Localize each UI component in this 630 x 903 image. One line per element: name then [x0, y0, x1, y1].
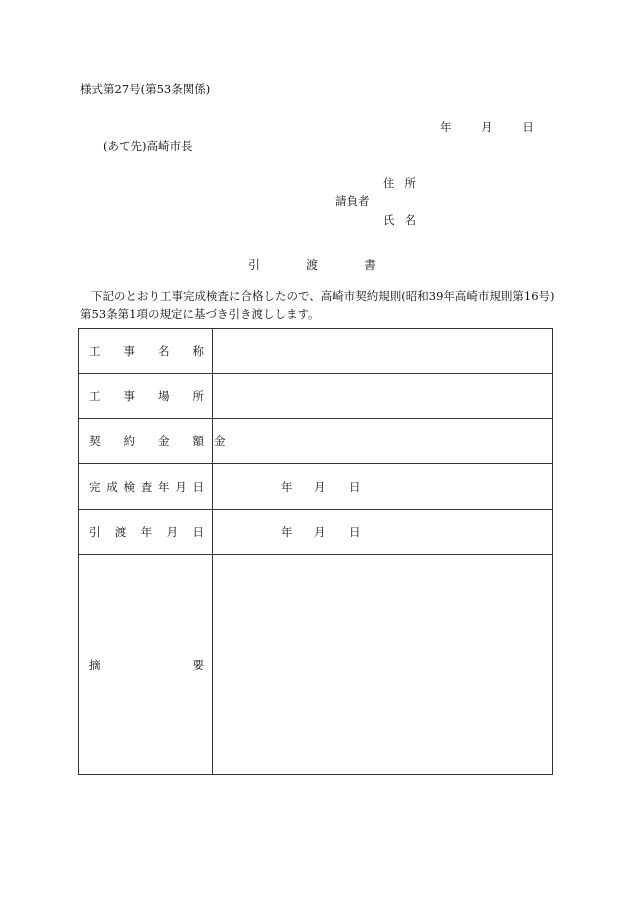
table-row-remarks: [79, 555, 553, 775]
label-char: 完: [89, 479, 101, 494]
table-row-contract-amount: [79, 419, 553, 464]
label-char: 年: [140, 525, 153, 539]
label-char: 場: [158, 389, 170, 403]
label-char: 称: [192, 344, 204, 358]
label-char: 額: [192, 434, 204, 448]
month-label: 月: [314, 479, 326, 494]
contractor-label: 請負者: [335, 194, 370, 208]
construction-name-field[interactable]: [213, 329, 553, 374]
day-label: 日: [349, 525, 361, 539]
contractor-name-label: 氏名: [383, 213, 426, 227]
label-char: 渡: [114, 525, 127, 539]
label-char: 所: [192, 389, 204, 403]
document-title: [248, 256, 376, 273]
label-char: 事: [123, 344, 135, 358]
label-char: 契: [89, 434, 101, 448]
addressee: (あて先)高崎市長: [103, 139, 193, 153]
month-label: 月: [314, 525, 326, 539]
label-char: 名: [158, 344, 170, 358]
label-char: 月: [166, 525, 179, 539]
label-char: 工: [89, 389, 101, 403]
row-label: [79, 464, 213, 510]
contractor-address-label: 住所: [383, 176, 426, 190]
label-char: 年: [158, 479, 170, 494]
handover-date-field[interactable]: [213, 510, 553, 555]
construction-site-field[interactable]: [213, 374, 553, 419]
body-text: 下記のとおり工事完成検査に合格したので、高崎市契約規則(昭和39年高崎市規則第16号)第53条第1項の規定に基づき引き渡しします。: [80, 289, 555, 321]
label-char: 要: [192, 657, 204, 672]
label-char: 日: [192, 525, 204, 539]
year-label: 年: [281, 479, 293, 494]
submission-date: [440, 119, 560, 135]
label-char: 工: [89, 344, 101, 358]
inspection-date-field[interactable]: [213, 464, 553, 510]
title-char: 渡: [305, 258, 318, 272]
table-row-construction-name: [79, 329, 553, 374]
label-char: 日: [192, 479, 204, 494]
title-char: 引: [248, 258, 261, 272]
table-row-handover-date: [79, 510, 553, 555]
month-label: 月: [481, 120, 493, 134]
label-char: 摘: [89, 657, 101, 672]
remarks-field[interactable]: [213, 555, 553, 775]
table-row-construction-site: [79, 374, 553, 419]
row-label: [79, 329, 213, 374]
row-label: [79, 510, 213, 555]
year-label: 年: [281, 525, 293, 539]
amount-prefix: 金: [214, 434, 226, 448]
label-char: 査: [140, 479, 153, 494]
label-char: 事: [123, 389, 135, 403]
label-char: 約: [123, 434, 135, 448]
day-label: 日: [349, 479, 361, 494]
label-char: 検: [123, 479, 135, 494]
label-char: 成: [106, 479, 118, 494]
contract-amount-field[interactable]: [213, 419, 553, 464]
day-label: 日: [522, 120, 534, 134]
label-char: 月: [175, 479, 187, 494]
row-label: [79, 419, 213, 464]
table-row-inspection-date: [79, 464, 553, 510]
label-char: 金: [158, 434, 170, 448]
label-char: 引: [89, 525, 101, 539]
title-char: 書: [363, 258, 376, 272]
row-label: [79, 374, 213, 419]
row-label: [79, 555, 213, 775]
year-label: 年: [440, 120, 452, 134]
form-number: 様式第27号(第53条関係): [80, 82, 211, 96]
handover-table: [78, 328, 553, 775]
